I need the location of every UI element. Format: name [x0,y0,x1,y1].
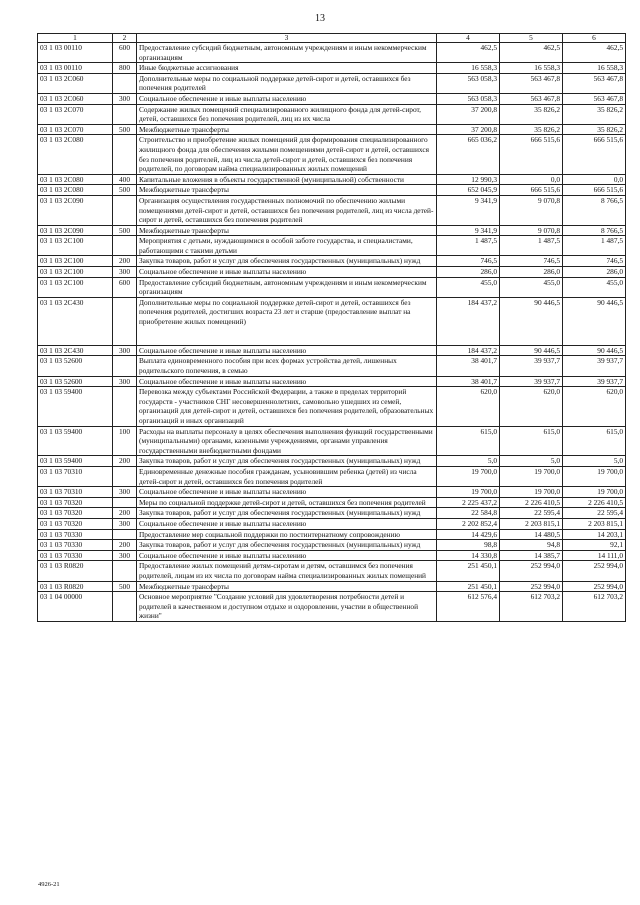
cell-expense-type [113,529,137,540]
cell-amount-year-3: 90 446,5 [563,297,626,345]
cell-amount-year-1: 652 045,9 [437,185,500,196]
budget-table [37,33,626,622]
cell-code: 03 1 03 2С070 [38,104,113,124]
table-row [38,174,626,185]
cell-expense-type: 300 [113,93,137,104]
cell-code: 03 1 03 70320 [38,518,113,529]
cell-expense-type: 300 [113,518,137,529]
cell-amount-year-3: 14 111,0 [563,550,626,561]
table-row [38,376,626,387]
table-row [38,63,626,74]
cell-code: 03 1 03 2С060 [38,73,113,93]
cell-amount-year-1: 184 437,2 [437,297,500,345]
cell-code: 03 1 03 00110 [38,63,113,74]
cell-amount-year-2: 252 994,0 [500,581,563,592]
cell-code: 03 1 03 2С430 [38,297,113,345]
cell-amount-year-1: 746,5 [437,256,500,267]
table-row [38,277,626,297]
cell-amount-year-2: 286,0 [500,267,563,278]
cell-description: Закупка товаров, работ и услуг для обеспечения государственных (муниципальных) нужд [137,256,437,267]
cell-description: Расходы на выплаты персоналу в целях обеспечения выполнения функций государственными (муниципальными) органами, казенными учреждениями, органами управления государственными внебюджетными фондами [137,426,437,456]
table-row [38,550,626,561]
cell-description: Социальное обеспечение и иные выплаты населению [137,518,437,529]
cell-expense-type: 200 [113,256,137,267]
cell-amount-year-2: 16 558,3 [500,63,563,74]
table-row [38,529,626,540]
cell-code: 03 1 03 70330 [38,529,113,540]
cell-amount-year-1: 12 990,3 [437,174,500,185]
cell-description: Межбюджетные трансферты [137,225,437,236]
cell-amount-year-1: 184 437,2 [437,345,500,356]
cell-amount-year-3: 19 700,0 [563,487,626,498]
cell-description: Социальное обеспечение и иные выплаты населению [137,345,437,356]
table-row [38,540,626,551]
cell-amount-year-1: 14 330,8 [437,550,500,561]
cell-amount-year-3: 563 467,8 [563,93,626,104]
cell-amount-year-1: 16 558,3 [437,63,500,74]
cell-amount-year-1: 251 450,1 [437,581,500,592]
cell-amount-year-2: 19 700,0 [500,466,563,486]
cell-code: 03 1 03 2С430 [38,345,113,356]
cell-expense-type [113,497,137,508]
cell-amount-year-2: 563 467,8 [500,73,563,93]
cell-amount-year-2: 1 487,5 [500,236,563,256]
cell-amount-year-3: 0,0 [563,174,626,185]
cell-amount-year-3: 1 487,5 [563,236,626,256]
cell-amount-year-2: 94,8 [500,540,563,551]
cell-amount-year-3: 19 700,0 [563,466,626,486]
cell-description: Предоставление субсидий бюджетным, автономным учреждениям и иным некоммерческим организациям [137,277,437,297]
cell-code: 03 1 03 2С080 [38,185,113,196]
cell-description: Организация осуществления государственных полномочий по обеспечению жилыми помещениями детей-сирот и детей, оставшихся без попечения родителей, лиц из числа детей-сирот и детей, оставшихся без попечения родителей [137,195,437,225]
cell-amount-year-3: 666 515,6 [563,135,626,174]
cell-description: Закупка товаров, работ и услуг для обеспечения государственных (муниципальных) нужд [137,540,437,551]
cell-code: 03 1 03 R0820 [38,581,113,592]
table-row [38,426,626,456]
cell-description: Предоставление мер социальной поддержки по постинтернатному сопровождению [137,529,437,540]
table-row [38,256,626,267]
cell-amount-year-2: 455,0 [500,277,563,297]
table-row [38,43,626,63]
cell-description: Единовременные денежные пособия гражданам, усыновившим ребенка (детей) из числа детей-сирот и детей, оставшихся без попечения родителей [137,466,437,486]
table-row [38,185,626,196]
cell-description: Строительство и приобретение жилых помещений для формирования специализированного жилищного фонда для обеспечения жилыми помещениями детей-сирот и детей, оставшихся без попечения родителей, лиц из числа детей-сирот и детей, оставшихся без попечения родителей, по договорам найма специализированных жилых помещений [137,135,437,174]
cell-amount-year-2: 612 703,2 [500,592,563,622]
cell-amount-year-1: 665 036,2 [437,135,500,174]
cell-expense-type: 500 [113,225,137,236]
cell-amount-year-1: 462,5 [437,43,500,63]
cell-expense-type: 300 [113,376,137,387]
cell-description: Выплата единовременного пособия при всех формах устройства детей, лишенных родительского попечения, в семью [137,356,437,376]
cell-amount-year-2: 2 226 410,5 [500,497,563,508]
cell-expense-type: 200 [113,540,137,551]
cell-expense-type: 300 [113,487,137,498]
cell-amount-year-3: 666 515,6 [563,185,626,196]
cell-amount-year-2: 746,5 [500,256,563,267]
cell-expense-type: 100 [113,426,137,456]
header-cell-code: 1 [38,34,113,43]
table-row [38,267,626,278]
table-row [38,518,626,529]
cell-expense-type [113,236,137,256]
cell-description: Мероприятия с детьми, нуждающимися в особой заботе государства, и специалистами, работающими с такими детьми [137,236,437,256]
cell-amount-year-3: 35 826,2 [563,104,626,124]
cell-amount-year-1: 2 225 437,2 [437,497,500,508]
cell-expense-type: 500 [113,124,137,135]
cell-amount-year-1: 38 401,7 [437,376,500,387]
cell-code: 03 1 03 70310 [38,487,113,498]
cell-code: 03 1 03 70320 [38,508,113,519]
cell-expense-type: 300 [113,550,137,561]
cell-amount-year-1: 14 429,6 [437,529,500,540]
cell-amount-year-2: 5,0 [500,456,563,467]
table-row [38,104,626,124]
cell-code: 03 1 03 59400 [38,426,113,456]
cell-amount-year-1: 98,8 [437,540,500,551]
header-cell-year-3: 6 [563,34,626,43]
cell-amount-year-2: 462,5 [500,43,563,63]
cell-amount-year-1: 22 584,8 [437,508,500,519]
table-row [38,195,626,225]
cell-amount-year-1: 615,0 [437,426,500,456]
table-row [38,135,626,174]
cell-description: Закупка товаров, работ и услуг для обеспечения государственных (муниципальных) нужд [137,508,437,519]
cell-expense-type [113,466,137,486]
header-cell-type: 2 [113,34,137,43]
cell-amount-year-3: 35 826,2 [563,124,626,135]
cell-code: 03 1 03 59400 [38,387,113,426]
cell-expense-type: 500 [113,581,137,592]
header-cell-year-1: 4 [437,34,500,43]
cell-description: Капитальные вложения в объекты государственной (муниципальной) собственности [137,174,437,185]
table-row [38,466,626,486]
cell-amount-year-2: 39 937,7 [500,356,563,376]
cell-amount-year-3: 39 937,7 [563,356,626,376]
cell-expense-type [113,561,137,581]
cell-amount-year-1: 455,0 [437,277,500,297]
cell-amount-year-1: 563 058,3 [437,73,500,93]
cell-expense-type: 300 [113,345,137,356]
cell-expense-type [113,297,137,345]
cell-amount-year-1: 19 700,0 [437,487,500,498]
table-row [38,508,626,519]
cell-amount-year-2: 35 826,2 [500,104,563,124]
cell-amount-year-3: 90 446,5 [563,345,626,356]
cell-amount-year-3: 615,0 [563,426,626,456]
cell-expense-type [113,104,137,124]
cell-amount-year-3: 620,0 [563,387,626,426]
cell-code: 03 1 03 2С060 [38,93,113,104]
cell-expense-type: 200 [113,508,137,519]
table-body [38,43,626,622]
cell-description: Дополнительные меры по социальной поддержке детей-сирот и детей, оставшихся без попечения родителей [137,73,437,93]
cell-amount-year-2: 90 446,5 [500,297,563,345]
cell-amount-year-2: 615,0 [500,426,563,456]
table-row [38,124,626,135]
cell-amount-year-3: 2 226 410,5 [563,497,626,508]
cell-amount-year-2: 14 480,5 [500,529,563,540]
table-row [38,73,626,93]
cell-expense-type: 300 [113,267,137,278]
cell-code: 03 1 03 70330 [38,550,113,561]
cell-code: 03 1 03 2С100 [38,236,113,256]
cell-amount-year-1: 1 487,5 [437,236,500,256]
cell-code: 03 1 03 00110 [38,43,113,63]
cell-expense-type [113,592,137,622]
header-cell-year-2: 5 [500,34,563,43]
cell-code: 03 1 03 2С100 [38,277,113,297]
table-row [38,456,626,467]
cell-amount-year-3: 2 203 815,1 [563,518,626,529]
cell-code: 03 1 03 70320 [38,497,113,508]
cell-code: 03 1 03 R0820 [38,561,113,581]
cell-amount-year-3: 462,5 [563,43,626,63]
cell-amount-year-3: 455,0 [563,277,626,297]
cell-amount-year-3: 8 766,5 [563,225,626,236]
cell-amount-year-2: 90 446,5 [500,345,563,356]
cell-description: Социальное обеспечение и иные выплаты населению [137,93,437,104]
cell-amount-year-3: 16 558,3 [563,63,626,74]
table-row [38,487,626,498]
cell-description: Предоставление субсидий бюджетным, автономным учреждениям и иным некоммерческим организациям [137,43,437,63]
cell-description: Социальное обеспечение и иные выплаты населению [137,550,437,561]
cell-code: 03 1 03 70330 [38,540,113,551]
cell-description: Иные бюджетные ассигнования [137,63,437,74]
cell-expense-type: 600 [113,43,137,63]
cell-amount-year-1: 251 450,1 [437,561,500,581]
cell-amount-year-1: 37 200,8 [437,124,500,135]
cell-amount-year-2: 2 203 815,1 [500,518,563,529]
cell-amount-year-3: 8 766,5 [563,195,626,225]
cell-amount-year-3: 612 703,2 [563,592,626,622]
cell-code: 03 1 03 2С100 [38,267,113,278]
table-row [38,236,626,256]
cell-code: 03 1 03 52600 [38,356,113,376]
cell-expense-type: 800 [113,63,137,74]
cell-expense-type: 400 [113,174,137,185]
cell-amount-year-3: 563 467,8 [563,73,626,93]
table-row [38,561,626,581]
cell-code: 03 1 03 2С080 [38,174,113,185]
cell-amount-year-1: 9 341,9 [437,225,500,236]
cell-description: Содержание жилых помещений специализированного жилищного фонда для детей-сирот, детей, оставшихся без попечения родителей, лиц из их числа [137,104,437,124]
table-row [38,356,626,376]
cell-description: Социальное обеспечение и иные выплаты населению [137,487,437,498]
cell-amount-year-2: 39 937,7 [500,376,563,387]
table-header-row [38,34,626,43]
cell-description: Закупка товаров, работ и услуг для обеспечения государственных (муниципальных) нужд [137,456,437,467]
cell-amount-year-3: 5,0 [563,456,626,467]
cell-amount-year-1: 5,0 [437,456,500,467]
table-row [38,387,626,426]
cell-description: Меры по социальной поддержке детей-сирот и детей, оставшихся без попечения родителей [137,497,437,508]
header-cell-description: 3 [137,34,437,43]
cell-expense-type: 200 [113,456,137,467]
cell-expense-type: 500 [113,185,137,196]
cell-amount-year-3: 92,1 [563,540,626,551]
table-row [38,581,626,592]
cell-expense-type [113,73,137,93]
cell-amount-year-2: 35 826,2 [500,124,563,135]
cell-code: 03 1 03 2С090 [38,225,113,236]
cell-code: 03 1 03 2С070 [38,124,113,135]
cell-amount-year-3: 252 994,0 [563,581,626,592]
cell-amount-year-2: 666 515,6 [500,135,563,174]
cell-amount-year-2: 252 994,0 [500,561,563,581]
cell-amount-year-1: 2 202 852,4 [437,518,500,529]
page-number: 13 [315,13,325,24]
cell-code: 03 1 03 70310 [38,466,113,486]
cell-amount-year-1: 9 341,9 [437,195,500,225]
cell-amount-year-1: 563 058,3 [437,93,500,104]
cell-amount-year-3: 22 595,4 [563,508,626,519]
cell-expense-type [113,135,137,174]
cell-description: Предоставление жилых помещений детям-сиротам и детям, оставшимся без попечения родителей, лицам из их числа по договорам найма специализированных жилых помещений [137,561,437,581]
cell-amount-year-2: 14 385,7 [500,550,563,561]
cell-expense-type: 600 [113,277,137,297]
table-row [38,297,626,345]
cell-expense-type [113,387,137,426]
cell-amount-year-1: 38 401,7 [437,356,500,376]
cell-description: Межбюджетные трансферты [137,124,437,135]
cell-code: 03 1 03 2С090 [38,195,113,225]
cell-code: 03 1 03 59400 [38,456,113,467]
cell-amount-year-2: 22 595,4 [500,508,563,519]
cell-amount-year-2: 666 515,6 [500,185,563,196]
cell-amount-year-1: 19 700,0 [437,466,500,486]
cell-expense-type [113,356,137,376]
cell-description: Дополнительные меры по социальной поддержке детей-сирот и детей, оставшихся без попечения родителей, достигших возраста 23 лет и старше (предоставление выплат на приобретение жилых помещений) [137,297,437,345]
cell-amount-year-3: 39 937,7 [563,376,626,387]
table-row [38,93,626,104]
cell-description: Социальное обеспечение и иные выплаты населению [137,267,437,278]
cell-code: 03 1 03 2С080 [38,135,113,174]
cell-description: Межбюджетные трансферты [137,581,437,592]
cell-description: Социальное обеспечение и иные выплаты населению [137,376,437,387]
cell-amount-year-3: 746,5 [563,256,626,267]
cell-amount-year-2: 19 700,0 [500,487,563,498]
cell-amount-year-2: 9 070,8 [500,225,563,236]
document-number: 4926-21 [38,881,60,888]
cell-amount-year-1: 286,0 [437,267,500,278]
cell-amount-year-2: 620,0 [500,387,563,426]
cell-description: Перевозка между субъектами Российской Федерации, а также в пределах территорий государств - участников СНГ несовершеннолетних, самовольно ушедших из семей, организаций для детей-сирот и детей, оставшихся без попечения родителей, образовательных организаций и иных организаций [137,387,437,426]
cell-amount-year-2: 9 070,8 [500,195,563,225]
cell-code: 03 1 03 52600 [38,376,113,387]
cell-code: 03 1 04 00000 [38,592,113,622]
table-row [38,497,626,508]
cell-expense-type [113,195,137,225]
cell-amount-year-1: 620,0 [437,387,500,426]
cell-amount-year-3: 14 203,1 [563,529,626,540]
table-row [38,345,626,356]
cell-code: 03 1 03 2С100 [38,256,113,267]
cell-amount-year-3: 252 994,0 [563,561,626,581]
cell-description: Межбюджетные трансферты [137,185,437,196]
cell-amount-year-3: 286,0 [563,267,626,278]
cell-description: Основное мероприятие "Создание условий для удовлетворения потребности детей и родителей в качественном и доступном отдыхе и оздоровлении, участии в общественной жизни" [137,592,437,622]
cell-amount-year-2: 0,0 [500,174,563,185]
cell-amount-year-1: 612 576,4 [437,592,500,622]
table-row [38,592,626,622]
cell-amount-year-2: 563 467,8 [500,93,563,104]
cell-amount-year-1: 37 200,8 [437,104,500,124]
table-row [38,225,626,236]
